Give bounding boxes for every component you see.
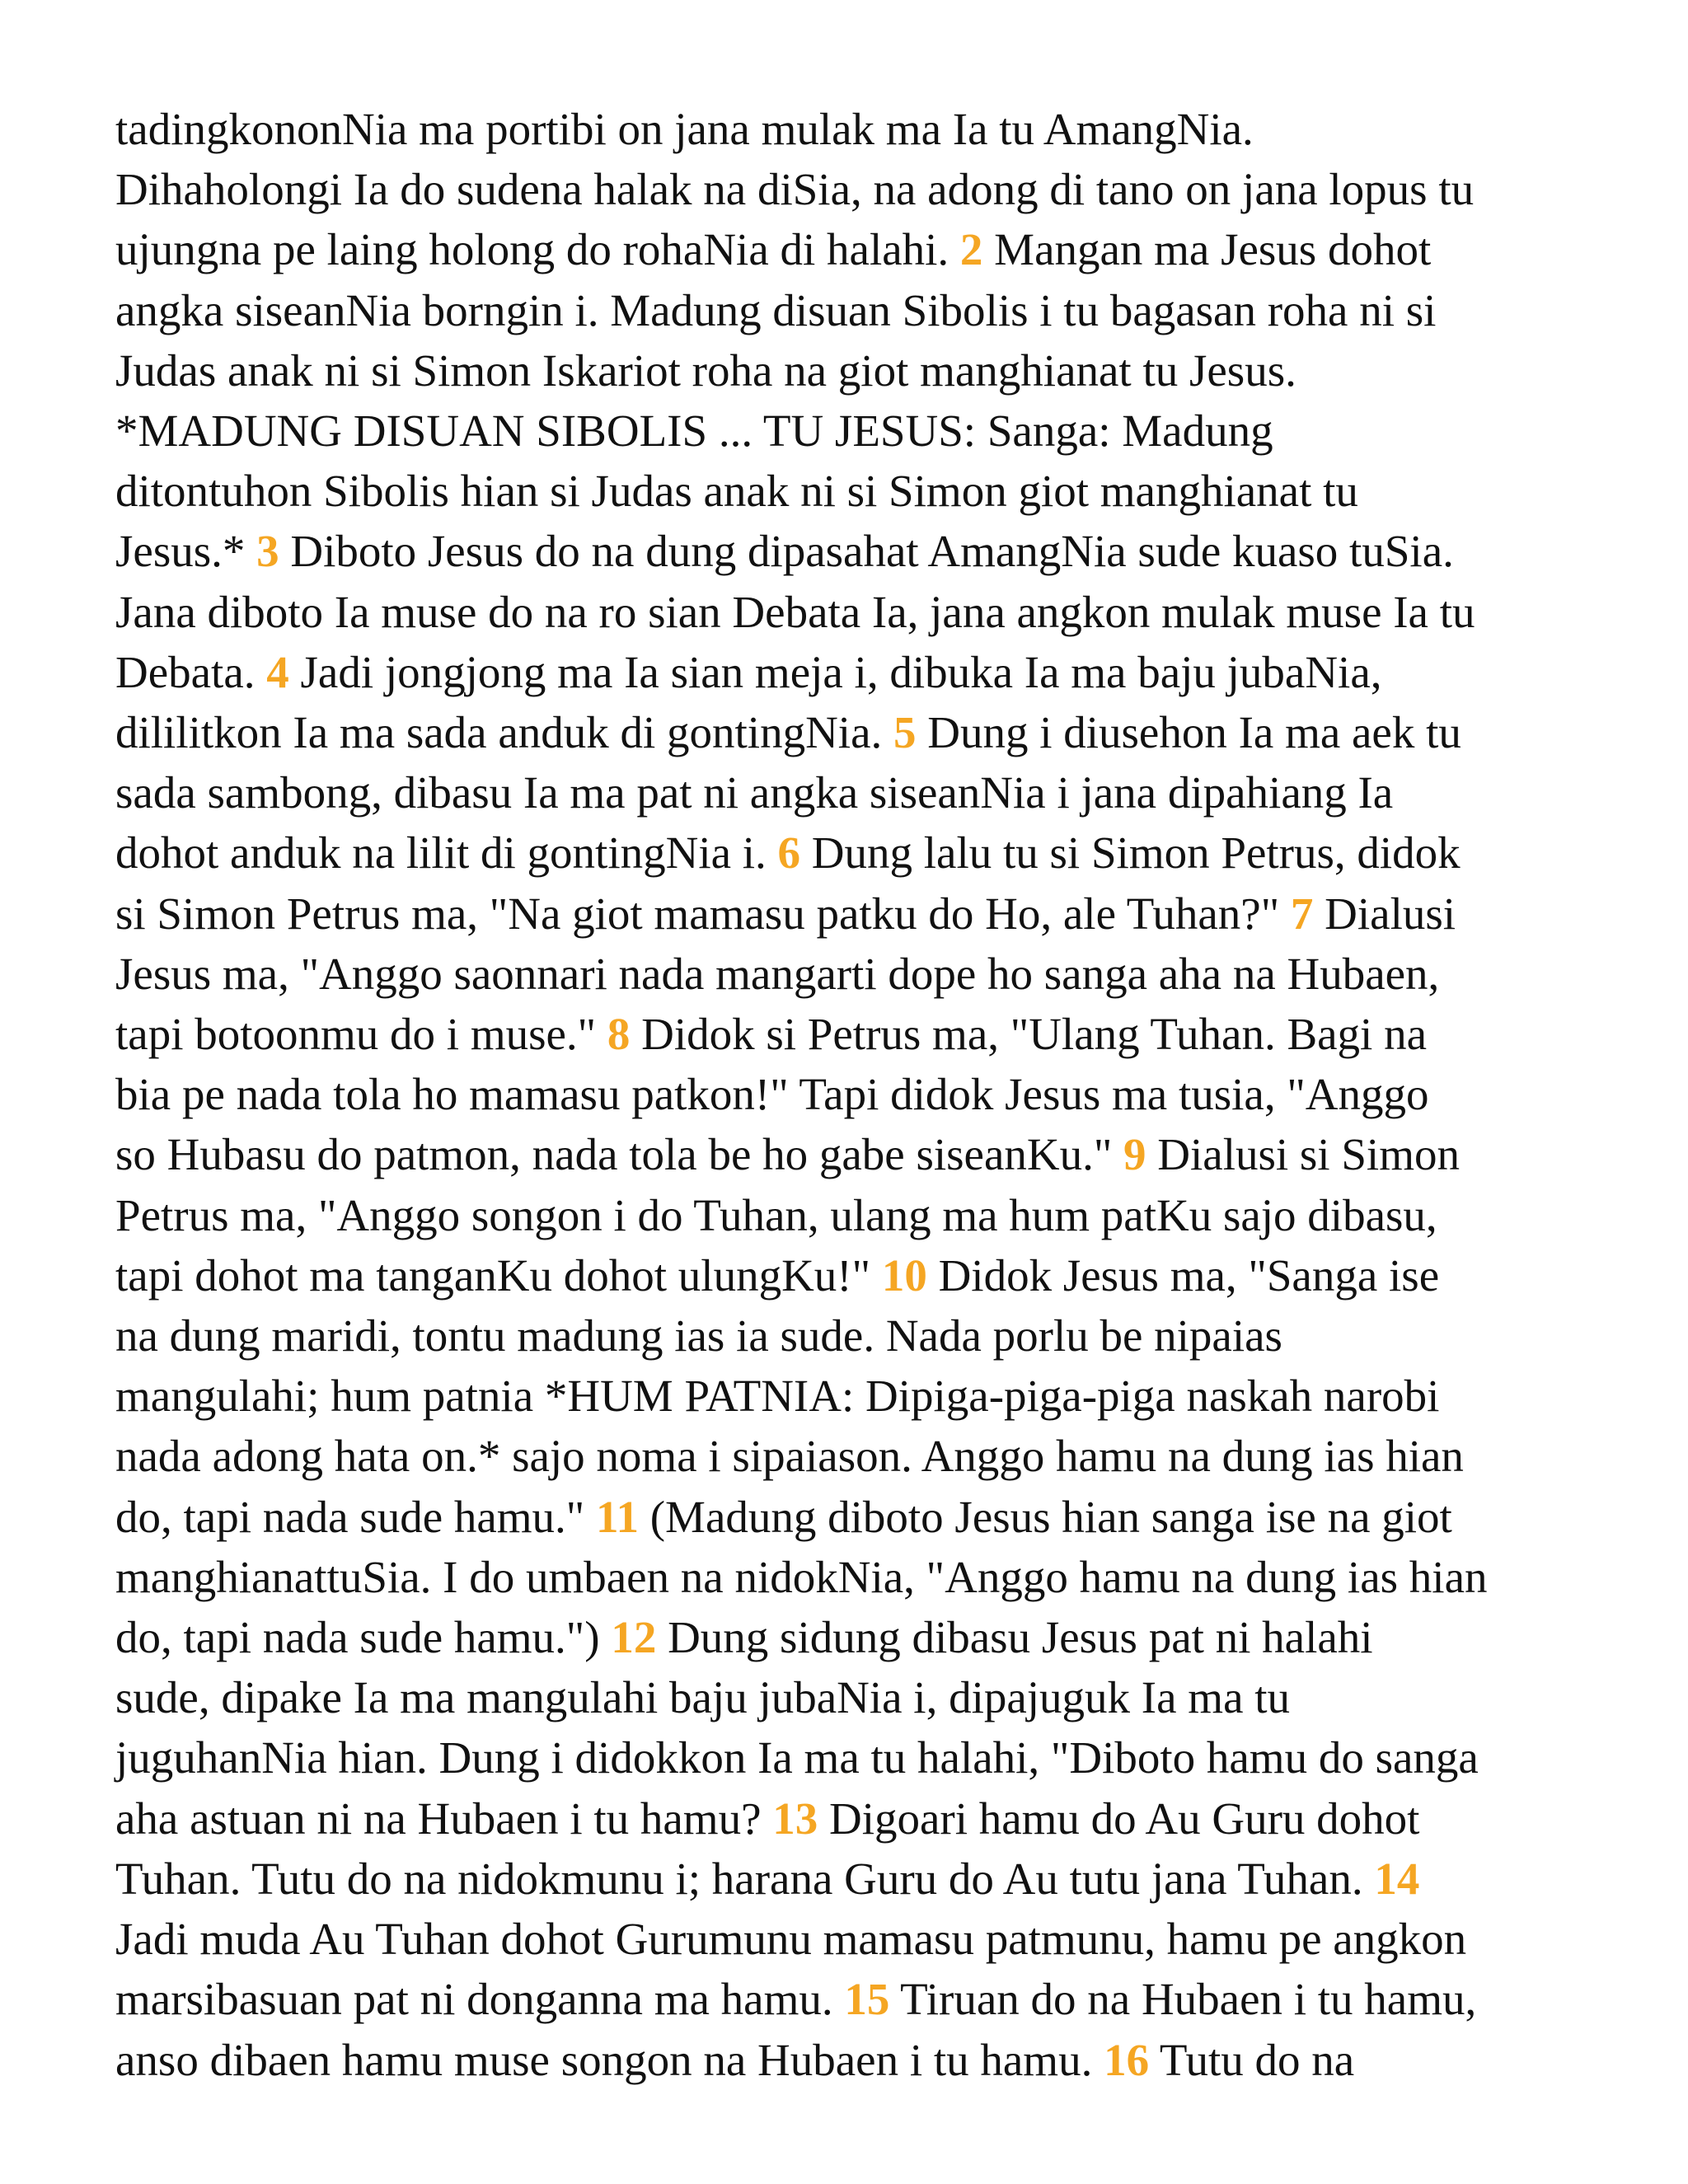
- verse-number: 12: [611, 1612, 657, 1663]
- text-line: [115, 1849, 1599, 1909]
- verse-text: Digoari hamu do Au Guru dohot: [818, 1793, 1420, 1844]
- verse-number: 15: [844, 1974, 890, 2025]
- text-line: [115, 280, 1599, 340]
- text-line: [115, 219, 1599, 279]
- text-line: [115, 340, 1599, 401]
- verse-text: so Hubasu do patmon, nada tola be ho gabe siseanKu.": [115, 1129, 1124, 1180]
- text-line: [115, 1727, 1599, 1788]
- verse-number: 9: [1123, 1129, 1146, 1180]
- verse-number: 13: [772, 1793, 818, 1844]
- verse-text: Petrus ma, "Anggo songon i do Tuhan, ulang ma hum patKu sajo dibasu,: [115, 1189, 1437, 1240]
- verse-text: dohot anduk na lilit di gontingNia i.: [115, 827, 778, 879]
- verse-number: 5: [893, 707, 917, 758]
- text-line: [115, 1547, 1599, 1607]
- text-line: [115, 99, 1599, 159]
- text-line: [115, 702, 1599, 762]
- text-line: [115, 1064, 1599, 1124]
- text-line: [115, 1487, 1599, 1547]
- verse-text: Tiruan do na Hubaen i tu hamu,: [889, 1974, 1477, 2025]
- text-line: [115, 1245, 1599, 1305]
- verse-number: 8: [607, 1009, 631, 1060]
- verse-text: ujungna pe laing holong do rohaNia di halahi.: [115, 224, 960, 275]
- verse-number: 10: [881, 1249, 927, 1301]
- text-line: [115, 1667, 1599, 1727]
- text-line: [115, 582, 1599, 642]
- verse-text: dililitkon Ia ma sada anduk di gontingNia.: [115, 707, 893, 758]
- verse-text: Dung i diusehon Ia ma aek tu: [916, 707, 1461, 758]
- verse-number: 11: [596, 1491, 639, 1542]
- verse-text: Debata.: [115, 646, 267, 697]
- verse-text: na dung maridi, tontu madung ias ia sude. Nada porlu be nipaias: [115, 1310, 1282, 1361]
- text-line: [115, 823, 1599, 883]
- text-line: [115, 642, 1599, 702]
- text-line: [115, 944, 1599, 1004]
- verse-text: Didok si Petrus ma, "Ulang Tuhan. Bagi na: [630, 1009, 1427, 1060]
- verse-text: Dialusi si Simon: [1146, 1129, 1460, 1180]
- verse-text: Dung sidung dibasu Jesus pat ni halahi: [656, 1612, 1373, 1663]
- text-line: [115, 1004, 1599, 1064]
- verse-text: ditontuhon Sibolis hian si Judas anak ni si Simon giot manghianat tu: [115, 466, 1358, 517]
- text-line: [115, 1607, 1599, 1667]
- verse-number: 14: [1374, 1853, 1420, 1904]
- verse-text: bia pe nada tola ho mamasu patkon!" Tapi didok Jesus ma tusia, "Anggo: [115, 1069, 1429, 1120]
- text-line: [115, 521, 1599, 581]
- text-line: [115, 159, 1599, 219]
- text-line: [115, 2030, 1599, 2090]
- verse-text: *MADUNG DISUAN SIBOLIS ... TU JESUS: Sanga: Madung: [115, 405, 1273, 457]
- verse-number: 2: [959, 224, 983, 275]
- text-line: [115, 1124, 1599, 1184]
- verse-text: Jesus ma, "Anggo saonnari nada mangarti dope ho sanga aha na Hubaen,: [115, 948, 1440, 999]
- verse-text: Dialusi: [1313, 888, 1456, 939]
- verse-text: Jadi jongjong ma Ia sian meja i, dibuka Ia ma baju jubaNia,: [288, 646, 1382, 697]
- verse-text: Dung lalu tu si Simon Petrus, didok: [800, 827, 1461, 879]
- verse-text: Dihaholongi Ia do sudena halak na diSia, na adong di tano on jana lopus tu: [115, 164, 1475, 215]
- verse-text: Jadi muda Au Tuhan dohot Gurumunu mamasu patmunu, hamu pe angkon: [115, 1914, 1467, 1965]
- verse-text: mangulahi; hum patnia *HUM PATNIA: Dipiga-piga-piga naskah narobi: [115, 1371, 1440, 1422]
- verse-text: si Simon Petrus ma, "Na giot mamasu patku do Ho, ale Tuhan?": [115, 888, 1291, 939]
- text-line: [115, 1969, 1599, 2029]
- verse-text: Diboto Jesus do na dung dipasahat AmangNia sude kuaso tuSia.: [279, 526, 1454, 577]
- verse-text: aha astuan ni na Hubaen i tu hamu?: [115, 1793, 773, 1844]
- verse-text: (Madung diboto Jesus hian sanga ise na giot: [638, 1491, 1452, 1542]
- verse-text: juguhanNia hian. Dung i didokkon Ia ma tu halahi, "Diboto hamu do sanga: [115, 1732, 1479, 1783]
- text-line: [115, 1788, 1599, 1849]
- verse-text: Mangan ma Jesus dohot: [982, 224, 1432, 275]
- verse-text: do, tapi nada sude hamu."): [115, 1612, 612, 1663]
- verse-text: Tuhan. Tutu do na nidokmunu i; harana Guru do Au tutu jana Tuhan.: [115, 1853, 1375, 1904]
- verse-text: marsibasuan pat ni donganna ma hamu.: [115, 1974, 845, 2025]
- text-line: [115, 762, 1599, 823]
- verse-text: do, tapi nada sude hamu.": [115, 1491, 597, 1542]
- text-line: [115, 1185, 1599, 1245]
- verse-number: 6: [777, 827, 801, 879]
- verse-text: Judas anak ni si Simon Iskariot roha na giot manghianat tu Jesus.: [115, 344, 1296, 396]
- text-line: [115, 461, 1599, 521]
- verse-text: tapi dohot ma tanganKu dohot ulungKu!": [115, 1249, 882, 1301]
- verse-number: 4: [266, 646, 289, 697]
- text-line: [115, 1305, 1599, 1366]
- verse-text: angka siseanNia borngin i. Madung disuan Sibolis i tu bagasan roha ni si: [115, 284, 1437, 335]
- verse-text: sada sambong, dibasu Ia ma pat ni angka siseanNia i jana dipahiang Ia: [115, 767, 1394, 818]
- text-line: [115, 883, 1599, 944]
- verse-text: anso dibaen hamu muse songon na Hubaen i tu hamu.: [115, 2034, 1104, 2085]
- verse-text: Jesus.*: [115, 526, 257, 577]
- verse-number: 7: [1290, 888, 1314, 939]
- verse-text: Jana diboto Ia muse do na ro sian Debata Ia, jana angkon mulak muse Ia tu: [115, 586, 1475, 637]
- text-line: [115, 1366, 1599, 1426]
- text-line: [115, 1909, 1599, 1969]
- text-line: [115, 401, 1599, 461]
- verse-text: sude, dipake Ia ma mangulahi baju jubaNia i, dipajuguk Ia ma tu: [115, 1672, 1291, 1723]
- verse-text: Tutu do na: [1149, 2034, 1355, 2085]
- document-page: [115, 99, 1599, 2090]
- text-line: [115, 1426, 1599, 1486]
- verse-text: manghianattuSia. I do umbaen na nidokNia, "Anggo hamu na dung ias hian: [115, 1551, 1488, 1602]
- verse-text: Didok Jesus ma, "Sanga ise: [926, 1249, 1440, 1301]
- verse-text: nada adong hata on.* sajo noma i sipaiason. Anggo hamu na dung ias hian: [115, 1431, 1464, 1482]
- verse-text: tapi botoonmu do i muse.": [115, 1009, 607, 1060]
- verse-number: 16: [1104, 2034, 1150, 2085]
- verse-text: tadingkononNia ma portibi on jana mulak ma Ia tu AmangNia.: [115, 104, 1254, 154]
- verse-number: 3: [256, 526, 279, 577]
